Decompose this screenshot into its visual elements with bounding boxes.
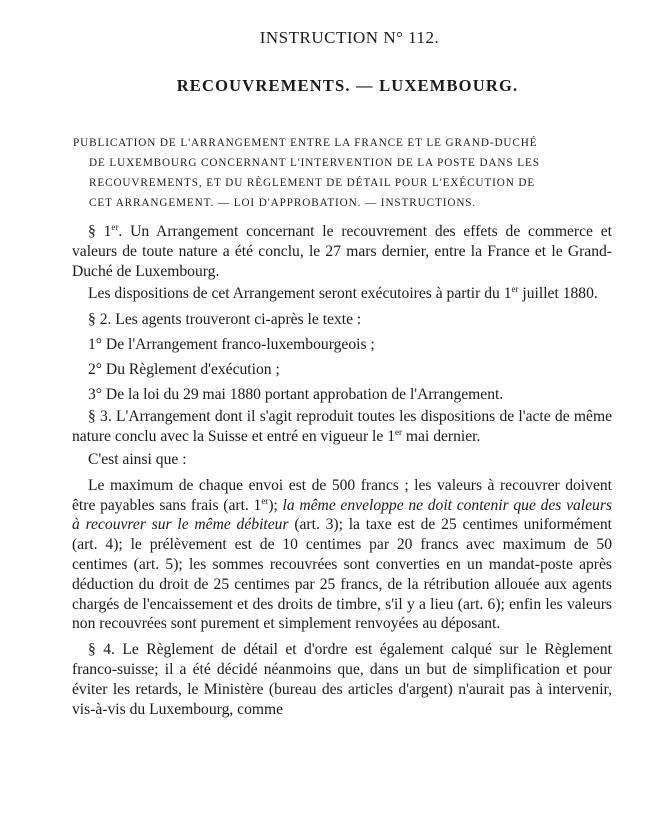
paragraph-5: C'est ainsi que : (88, 450, 187, 468)
list-item: 1° De l'Arrangement franco-luxembourgeois ; (88, 335, 375, 353)
paragraph-7: § 4. Le Règlement de détail et d'ordre est également calqué sur le Règlement franco-suisse; il a été décidé néanmoins que, dans un but de simplification et pour éviter les retards, le Ministère (bureau des articles d'argent) n'aurait pas à intervenir, vis-à-vis du Luxembourg, comme (72, 641, 612, 718)
body-text (72, 222, 612, 719)
summary-line: CET ARRANGEMENT. — LOI D'APPROBATION. — INSTRUCTIONS. (89, 197, 477, 209)
paragraph-text: ); (268, 496, 278, 514)
paragraph-4 (72, 407, 612, 447)
paragraph-1 (72, 222, 612, 281)
summary-line: RECOUVREMENTS, ET DU RÈGLEMENT DE DÉTAIL POUR L'EXÉCUTION DE (89, 177, 536, 189)
paragraph-3: § 2. Les agents trouveront ci-après le texte : (88, 311, 362, 329)
superscript: er (111, 221, 119, 232)
paragraph-text: mai dernier. (402, 428, 481, 446)
list-item: 2° Du Règlement d'exécution ; (88, 360, 280, 378)
list-item: 3° De la loi du 29 mai 1880 portant approbation de l'Arrangement. (88, 385, 504, 403)
paragraph-text: . Un Arrangement concernant le recouvrement des effets de commerce et valeurs de toute nature a été conclu, le 27 mars dernier, entre la France et le Grand-Duché de Luxembourg. (72, 223, 612, 280)
instruction-header: INSTRUCTION N° 112. (259, 28, 440, 47)
paragraph-2 (72, 284, 612, 304)
paragraph-text: § 3. L'Arrangement dont il s'agit reproduit toutes les dispositions de l'acte de même nature conclu avec la Suisse et entré en vigueur le 1 (72, 408, 612, 446)
italic-text: la même enveloppe ne doit contenir que des valeurs à recouvrer sur le même débiteur (72, 496, 612, 534)
section-title: RECOUVREMENTS. — LUXEMBOURG. (176, 76, 519, 95)
superscript: er (395, 426, 403, 437)
section-mark: § 1 (88, 223, 112, 240)
paragraph-text: Le maximum de chaque envoi est de 500 francs ; les valeurs à recouvrer doivent être payables sans frais (art. 1 (72, 476, 612, 514)
paragraph-text: (art. 3); la taxe est de 25 centimes uniformément (art. 4); le prélèvement est de 10 centimes par 20 francs avec maximum de 50 centimes (art. 5); les sommes recouvrées sont converties en un mandat-poste après déduction du droit de 25 centimes par 25 francs, de la rétribution allouée aux agents chargés de l'encaissement et des droits de timbre, s'il y a lieu (art. 6); enfin les valeurs non recouvrées sont purement et simplement renvoyées au déposant. (72, 516, 612, 633)
summary-block (73, 133, 611, 213)
summary-line: PUBLICATION DE L'ARRANGEMENT ENTRE LA FRANCE ET LE GRAND-DUCHÉ (73, 137, 538, 149)
superscript: er (261, 495, 269, 506)
superscript: er (511, 284, 519, 295)
paragraph-text: Les dispositions de cet Arrangement seront exécutoires à partir du 1 (88, 285, 512, 303)
paragraph-6 (72, 476, 612, 634)
paragraph-text: juillet 1880. (518, 285, 598, 303)
summary-line: DE LUXEMBOURG CONCERNANT L'INTERVENTION DE LA POSTE DANS LES (89, 157, 540, 169)
